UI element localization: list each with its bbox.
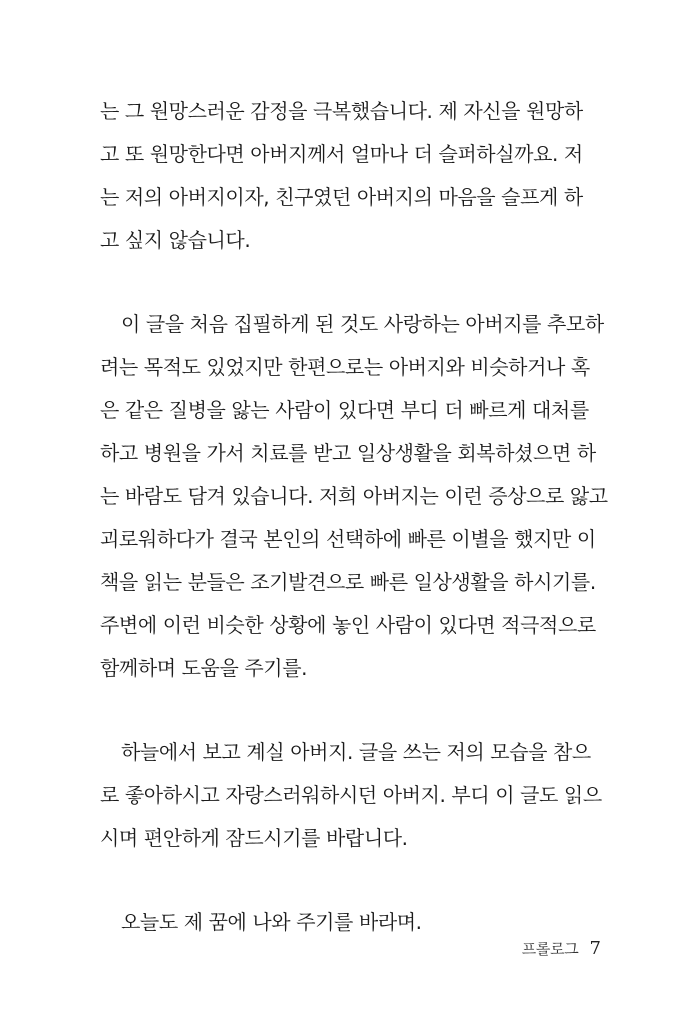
- text-line: 책을 읽는 분들은 조기발견으로 빠른 일상생활을 하시기를.: [100, 570, 596, 594]
- text-line: 하고 병원을 가서 치료를 받고 일상생활을 회복하셨으면 하: [100, 441, 596, 465]
- text-line: 하늘에서 보고 계실 아버지. 글을 쓰는 저의 모습을 참으: [121, 740, 591, 764]
- paragraph-spacer: [100, 262, 610, 303]
- text-line: 괴로워하다가 결국 본인의 선택하에 빠른 이별을 했지만 이: [100, 527, 596, 551]
- paragraph-2: [100, 303, 610, 690]
- text-line: 는 바람도 담겨 있습니다. 저희 아버지는 이런 증상으로 앓고: [100, 484, 608, 508]
- text-line: 은 같은 질병을 앓는 사람이 있다면 부디 더 빠르게 대처를: [100, 398, 589, 422]
- paragraph-1: [100, 90, 610, 262]
- text-line: 이 글을 처음 집필하게 된 것도 사랑하는 아버지를 추모하: [121, 312, 604, 336]
- paragraph-spacer: [100, 690, 610, 731]
- text-line: 고 싶지 않습니다.: [100, 228, 251, 252]
- page-number: 7: [589, 938, 601, 959]
- text-line: 주변에 이런 비슷한 상황에 놓인 사람이 있다면 적극적으로: [100, 613, 596, 637]
- text-line: 시며 편안하게 잠드시기를 바랍니다.: [100, 826, 408, 850]
- text-line: 는 그 원망스러운 감정을 극복했습니다. 제 자신을 원망하: [100, 99, 583, 123]
- chapter-title: 프롤로그: [521, 940, 579, 958]
- page-footer: [522, 934, 601, 964]
- text-line: 는 저의 아버지이자, 친구였던 아버지의 마음을 슬프게 하: [100, 185, 583, 209]
- paragraph-spacer: [100, 860, 610, 901]
- text-line: 고 또 원망한다면 아버지께서 얼마나 더 슬퍼하실까요. 저: [100, 142, 583, 166]
- text-line: 오늘도 제 꿈에 나와 주기를 바라며.: [121, 910, 422, 934]
- body-text: [100, 90, 610, 944]
- text-line: 려는 목적도 있었지만 한편으로는 아버지와 비슷하거나 혹: [100, 355, 590, 379]
- paragraph-3: [100, 731, 610, 860]
- text-line: 로 좋아하시고 자랑스러워하시던 아버지. 부디 이 글도 읽으: [100, 783, 602, 807]
- text-line: 함께하며 도움을 주기를.: [100, 656, 308, 680]
